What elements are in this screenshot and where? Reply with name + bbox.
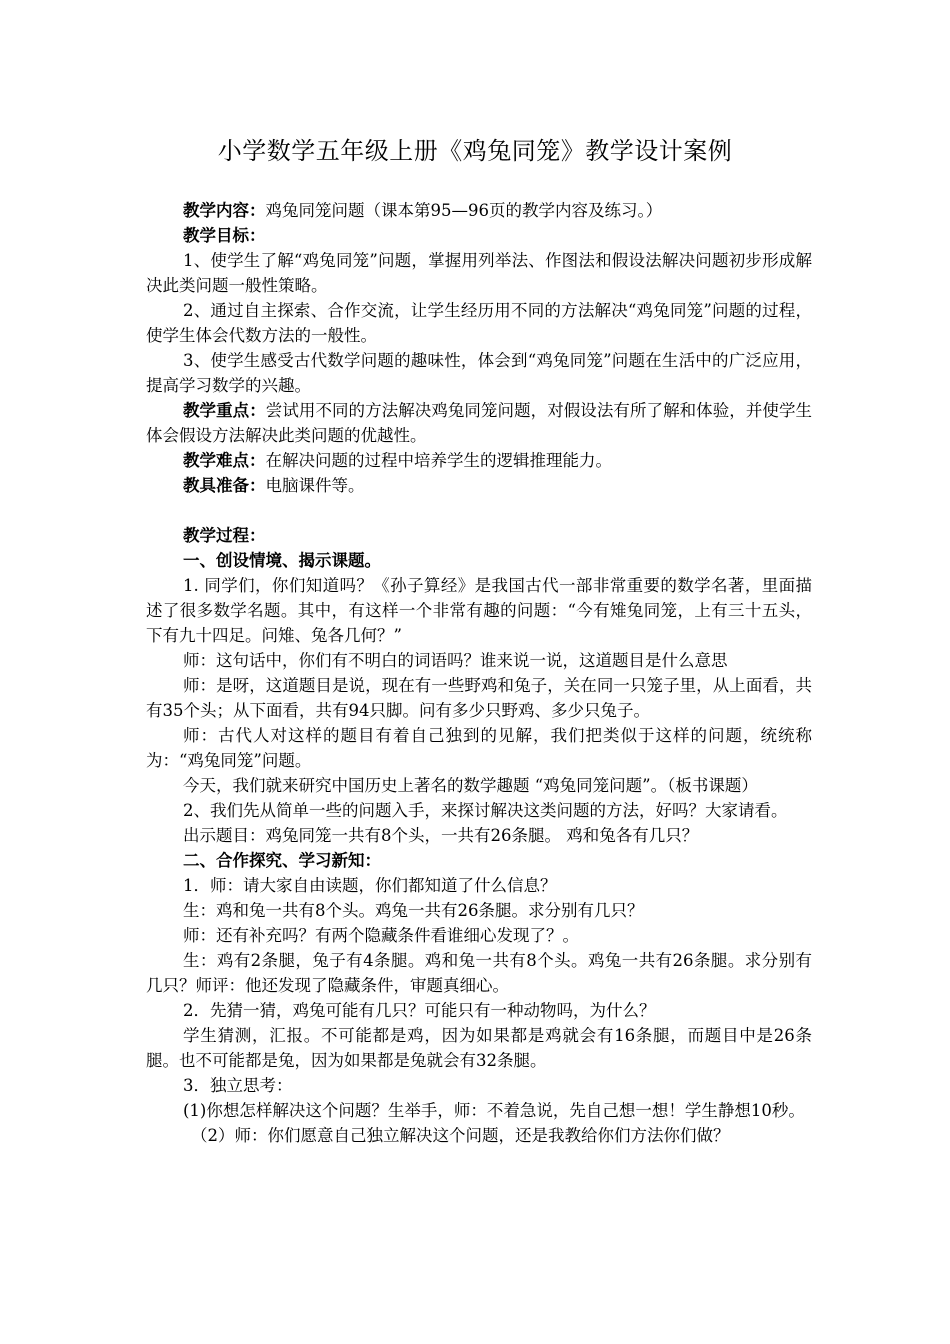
paragraph: 生：鸡和兔一共有8个头。鸡兔一共有26条腿。求分别有几只？ [183, 901, 644, 920]
goal-item: 2、通过自主探索、合作交流，让学生经历用不同的方法解决“鸡兔同笼”问题的过程，使学生体会代数方法的一般性。 [146, 301, 812, 345]
teaching-difficulty [146, 448, 812, 473]
section-heading: 一、创设情境、揭示课题。 [183, 551, 381, 570]
teaching-difficulty-text: 在解决问题的过程中培养学生的逻辑推理能力。 [265, 451, 612, 470]
paragraph: 生：鸡有2条腿，兔子有4条腿。鸡和兔一共有8个头。鸡兔一共有26条腿。求分别有几只？师评：他还发现了隐藏条件，审题真细心。 [146, 951, 812, 995]
spacer [146, 498, 812, 523]
document-title: 小学数学五年级上册《鸡兔同笼》教学设计案例 [217, 137, 733, 165]
paragraph: (1)你想怎样解决这个问题？生举手，师：不着急说，先自己想一想！学生静想10秒。 [183, 1101, 805, 1120]
paragraph: 师：这句话中，你们有不明白的词语吗？谁来说一说，这道题目是什么意思 [183, 651, 728, 670]
paragraph: 1．师：请大家自由读题，你们都知道了什么信息？ [183, 876, 557, 895]
paragraph: 师：是呀，这道题目是说，现在有一些野鸡和兔子，关在同一只笼子里，从上面看，共有35个头；从下面看，共有94只脚。问有多少只野鸡、多少只兔子。 [146, 676, 812, 720]
teaching-prep-text: 电脑课件等。 [265, 476, 365, 495]
teaching-process-label: 教学过程： [183, 526, 266, 545]
teaching-content-text: 鸡兔同笼问题（课本第95—96页的教学内容及练习。） [265, 201, 663, 220]
paragraph: 学生猜测，汇报。不可能都是鸡，因为如果都是鸡就会有16条腿，而题目中是26条腿。也不可能都是兔，因为如果都是兔就会有32条腿。 [146, 1026, 812, 1070]
teaching-difficulty-label: 教学难点： [183, 451, 266, 470]
paragraph: 3．独立思考： [183, 1076, 293, 1095]
teaching-focus-label: 教学重点： [183, 401, 266, 420]
teaching-focus [146, 398, 812, 448]
paragraph: 师：古代人对这样的题目有着自己独到的见解，我们把类似于这样的问题，统统称为：“鸡兔同笼”问题。 [146, 726, 812, 770]
teaching-content [146, 198, 812, 223]
goal-item: 1、使学生了解“鸡兔同笼”问题，掌握用列举法、作图法和假设法解决问题初步形成解决此类问题一般性策略。 [146, 251, 812, 295]
paragraph: 1. 同学们，你们知道吗？《孙子算经》是我国古代一部非常重要的数学名著，里面描述了很多数学名题。其中，有这样一个非常有趣的问题：“今有雉兔同笼，上有三十五头，下有九十四足。问雉、兔各几何？” [146, 576, 812, 645]
document-body [146, 198, 812, 1148]
teaching-goals-label: 教学目标： [183, 226, 266, 245]
paragraph: （2）师：你们愿意自己独立解决这个问题，还是我教给你们方法你们做？ [191, 1126, 730, 1145]
paragraph: 2、我们先从简单一些的问题入手，来探讨解决这类问题的方法，好吗？大家请看。 [183, 801, 788, 820]
section-heading: 二、合作探究、学习新知： [183, 851, 381, 870]
paragraph: 出示题目：鸡兔同笼一共有8个头，一共有26条腿。 鸡和兔各有几只？ [183, 826, 699, 845]
paragraph: 今天，我们就来研究中国历史上著名的数学趣题 “鸡兔同笼问题”。（板书课题） [183, 776, 758, 795]
teaching-content-label: 教学内容： [183, 201, 266, 220]
paragraph: 师：还有补充吗？有两个隐藏条件看谁细心发现了？。 [183, 926, 579, 945]
teaching-prep [146, 473, 812, 498]
teaching-focus-text: 尝试用不同的方法解决鸡兔同笼问题，对假设法有所了解和体验，并使学生体会假设方法解决此类问题的优越性。 [146, 401, 813, 445]
goal-item: 3、使学生感受古代数学问题的趣味性，体会到“鸡兔同笼”问题在生活中的广泛应用，提高学习数学的兴趣。 [146, 351, 812, 395]
paragraph: 2．先猜一猜，鸡兔可能有几只？可能只有一种动物吗，为什么？ [183, 1001, 656, 1020]
teaching-prep-label: 教具准备： [183, 476, 266, 495]
